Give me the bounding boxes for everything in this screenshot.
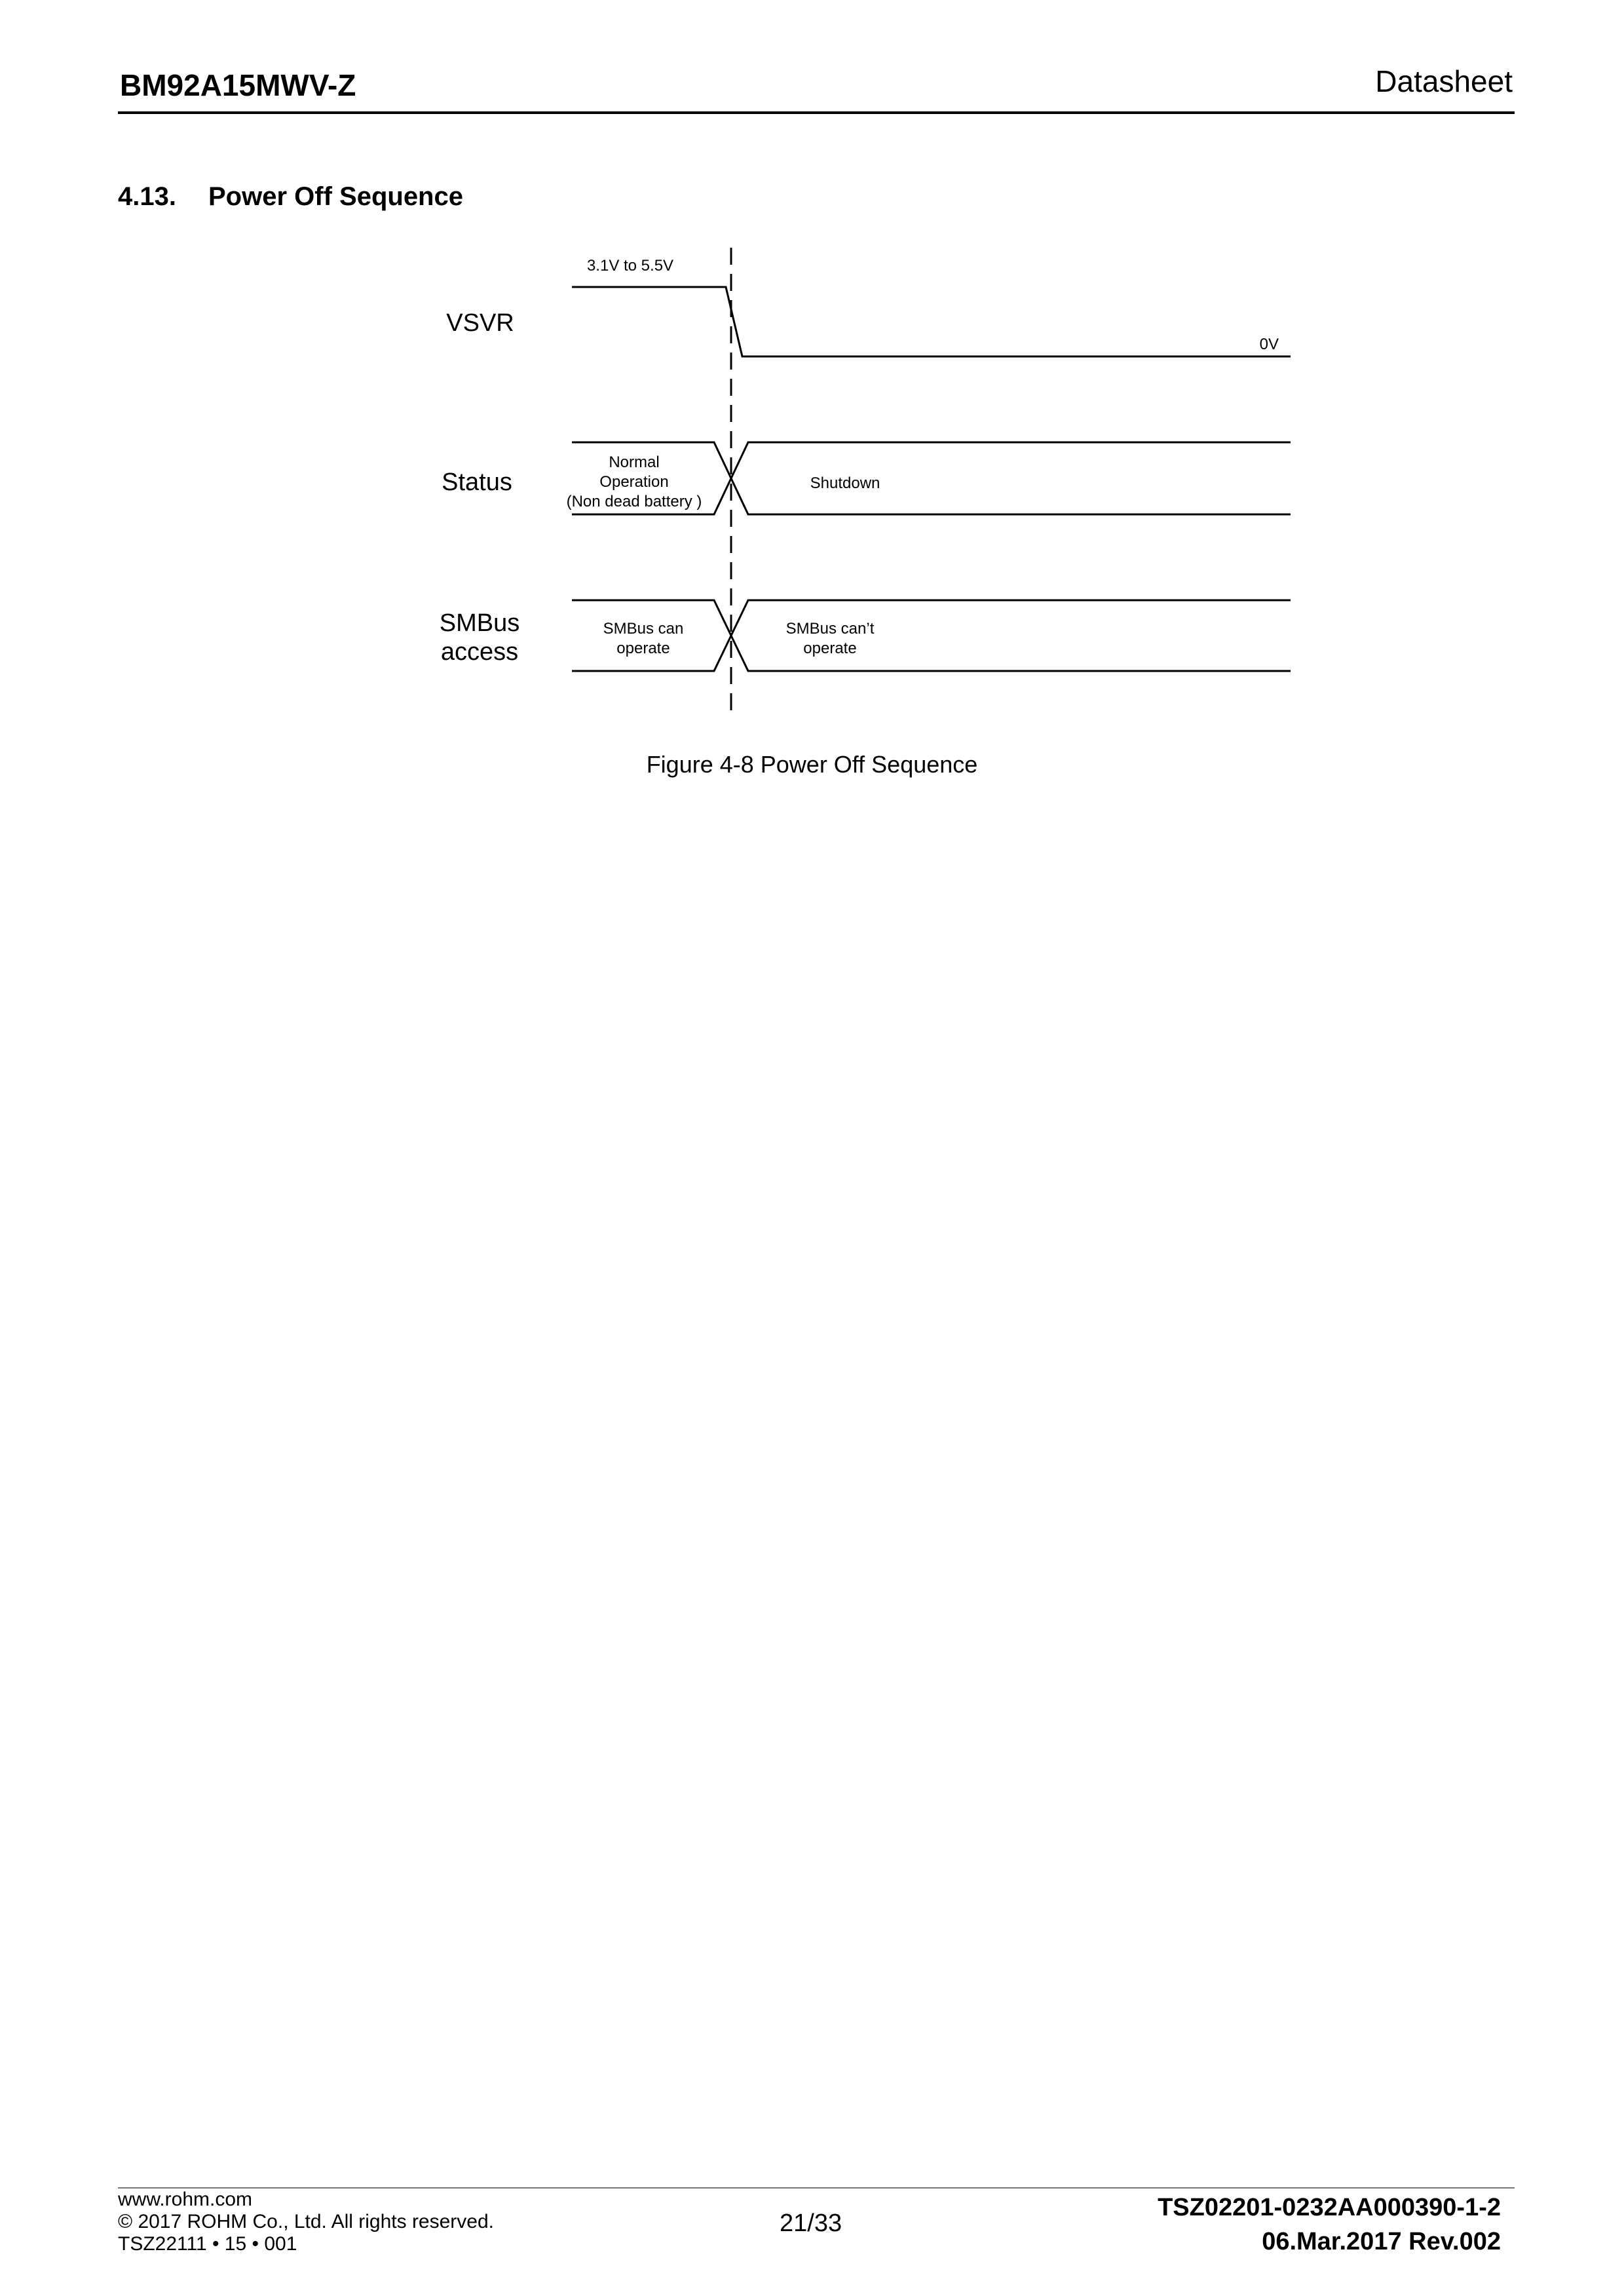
signal-label-vsvr: VSVR — [446, 309, 514, 337]
signal-label-smbus-line2: access — [440, 638, 519, 666]
signal-label-status: Status — [442, 469, 512, 496]
footer-page-number: 21/33 — [780, 2210, 842, 2237]
section-number: 4.13. — [118, 182, 176, 211]
status-normal-line1: Normal — [609, 453, 660, 471]
footer-rule — [118, 2187, 1515, 2189]
signal-label-smbus-line1: SMBus — [439, 609, 520, 637]
smbus-can-line1: SMBus can — [603, 620, 684, 638]
header-part-number: BM92A15MWV-Z — [120, 68, 356, 102]
figure-caption: Figure 4-8 Power Off Sequence — [646, 751, 978, 778]
status-normal-line3: (Non dead battery ) — [566, 493, 702, 510]
header-doc-type: Datasheet — [1375, 64, 1513, 98]
smbus-can-line2: operate — [616, 640, 670, 657]
smbus-cannot-line1: SMBus can’t — [785, 620, 875, 638]
smbus-cannot-line2: operate — [803, 640, 857, 657]
vsvr-low-level-label: 0V — [1259, 335, 1279, 353]
footer-doc-number: TSZ02201-0232AA000390-1-2 — [1158, 2194, 1501, 2221]
footer-copyright: © 2017 ROHM Co., Ltd. All rights reserved. — [118, 2211, 494, 2232]
footer-date-revision: 06.Mar.2017 Rev.002 — [1262, 2228, 1501, 2255]
footer-form-code: TSZ22111 • 15 • 001 — [118, 2233, 297, 2255]
footer-website: www.rohm.com — [118, 2189, 253, 2210]
vsvr-waveform — [572, 287, 1291, 356]
vsvr-high-level-label: 3.1V to 5.5V — [586, 257, 674, 275]
status-shutdown-label: Shutdown — [810, 474, 880, 492]
section-title: Power Off Sequence — [208, 182, 463, 211]
status-normal-line2: Operation — [599, 473, 669, 491]
